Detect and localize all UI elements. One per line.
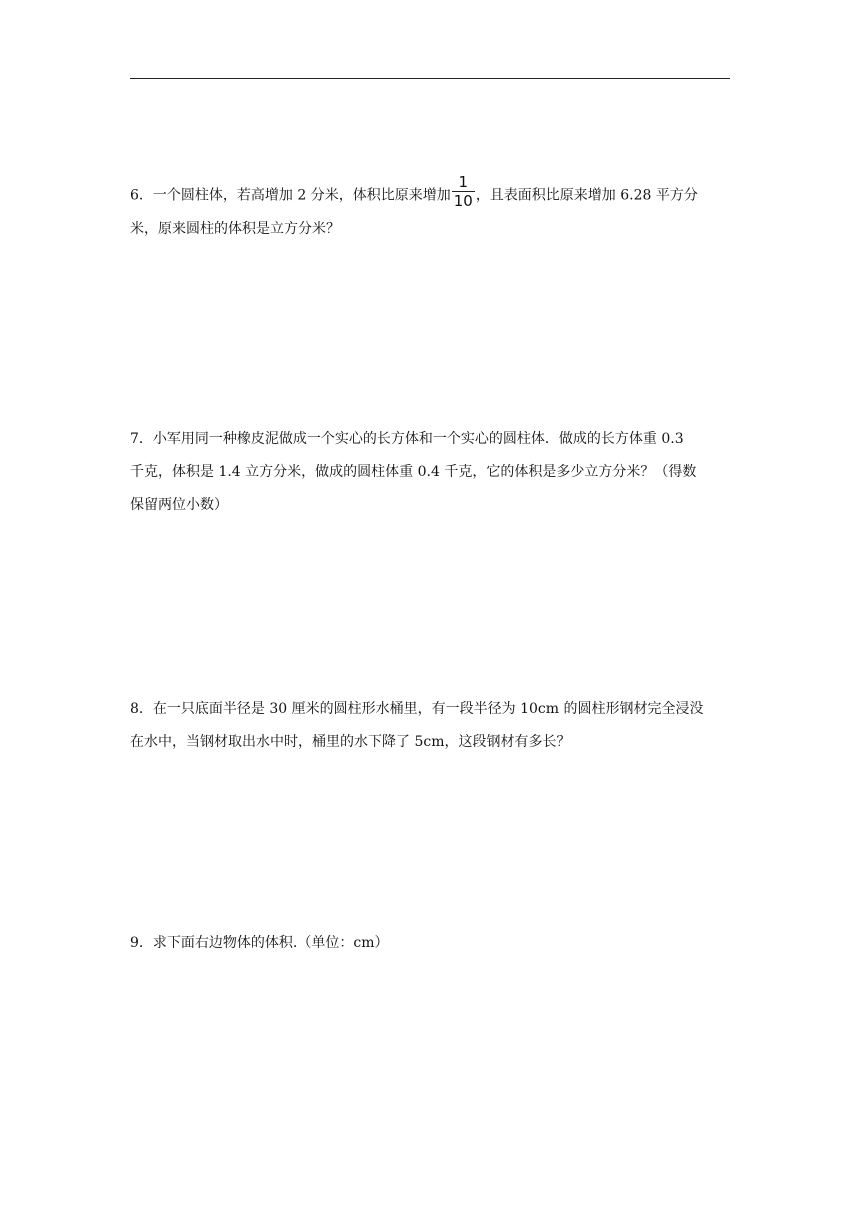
question-7-line-3: 保留两位小数） xyxy=(130,497,228,513)
question-6-text-before-fraction: 6．一个圆柱体，若高增加 2 分米，体积比原来增加 xyxy=(130,187,451,204)
question-8-line-2: 在水中，当钢材取出水中时，桶里的水下降了 5cm，这段钢材有多长？ xyxy=(130,734,571,750)
question-8-line-1: 8．在一只底面半径是 30 厘米的圆柱形水桶里，有一段半径为 10cm 的圆柱形钢材完全浸没 xyxy=(130,701,704,717)
question-6-line-2: 米，原来圆柱的体积是立方分米？ xyxy=(130,221,340,237)
fraction-denominator: 10 xyxy=(453,192,473,210)
question-9-line-1: 9．求下面右边物体的体积.（单位：cm） xyxy=(130,935,389,951)
question-7-line-2: 千克，体积是 1.4 立方分米，做成的圆柱体重 0.4 千克，它的体积是多少立方分米？（得数 xyxy=(130,464,697,480)
question-7-line-1: 7．小军用同一种橡皮泥做成一个实心的长方体和一个实心的圆柱体．做成的长方体重 0.3 xyxy=(130,431,684,447)
fraction-one-tenth xyxy=(452,174,475,209)
question-9 xyxy=(130,927,732,960)
question-8 xyxy=(130,693,732,759)
header-rule xyxy=(130,78,730,79)
question-6 xyxy=(130,173,732,246)
question-6-line-1 xyxy=(130,173,732,213)
question-7 xyxy=(130,423,732,522)
question-6-text-after-fraction: ，且表面积比原来增加 6.28 平方分 xyxy=(475,187,698,204)
fraction-numerator: 1 xyxy=(458,173,469,191)
